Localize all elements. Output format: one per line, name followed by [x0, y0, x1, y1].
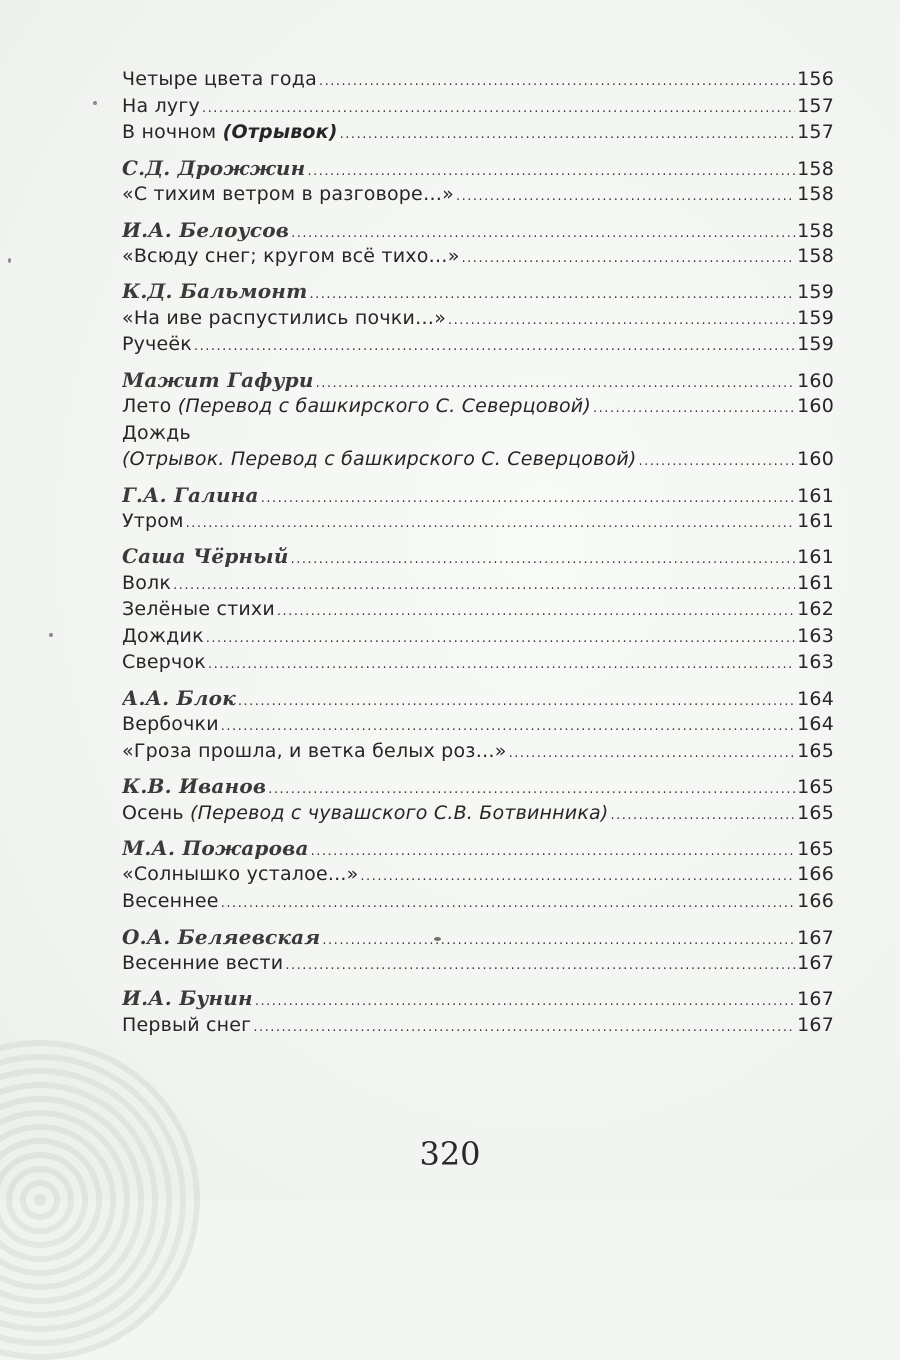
toc-entry-title-text: Утром [122, 509, 184, 532]
toc-entry-title-text: А.А. Блок [122, 686, 236, 711]
toc-work-entry [122, 1014, 834, 1041]
toc-work-entry [122, 598, 834, 625]
toc-work-entry [122, 802, 834, 829]
toc-entry-page: 160 [797, 369, 834, 392]
toc-entry-note: (Отрывок) [222, 121, 338, 144]
toc-entry-page: 161 [797, 571, 834, 594]
dot-leader [309, 287, 795, 302]
toc-entry-title-text: Саша Чёрный [122, 544, 289, 569]
toc-entry-page: 166 [797, 863, 834, 886]
toc-entry-page: 158 [797, 157, 834, 180]
toc-entry-title [122, 986, 253, 1010]
toc-entry-title [122, 890, 219, 912]
toc-entry-title [122, 279, 307, 303]
dot-leader [319, 74, 795, 89]
toc-entry-page: 157 [797, 121, 834, 144]
toc-entry-title [122, 625, 204, 647]
toc-entry-title-text: На лугу [122, 94, 200, 117]
toc-entry-title-text: «Солнышко усталое...» [122, 863, 359, 886]
toc-entry-title-text: «На иве распустились почки…» [122, 306, 447, 329]
dot-leader [307, 164, 795, 179]
toc-entry-title-text: М.А. Пожарова [122, 836, 309, 861]
toc-entry-page: 161 [797, 509, 834, 532]
toc-entry-page: 165 [797, 838, 834, 861]
toc-entry-title [122, 307, 446, 329]
toc-work-entry [122, 395, 834, 422]
toc-entry-page: 165 [797, 776, 834, 799]
toc-entry-title-text: (Отрывок. Перевод с башкирского С. Северцовой) [122, 448, 637, 471]
toc-entry-page: 159 [797, 281, 834, 304]
toc-entry-title [122, 68, 317, 90]
toc-entry-title-text: Четыре цвета года [122, 68, 317, 90]
toc-entry-title-text: Дождь [122, 421, 191, 444]
toc-entry-page: 167 [797, 926, 834, 949]
toc-author-entry [122, 917, 834, 952]
toc-entry-page: 160 [797, 448, 834, 471]
toc-work-entry [122, 651, 834, 678]
toc-entry-title-text: Вербочки [122, 713, 219, 736]
dot-leader [255, 994, 795, 1009]
toc-entry-page: 164 [797, 688, 834, 711]
dot-leader [268, 782, 795, 797]
toc-entry-title [122, 510, 184, 532]
dot-leader [221, 896, 795, 911]
dot-leader [291, 226, 795, 241]
toc-entry-title-text: «Всюду снег; кругом всё тихо…» [122, 244, 460, 267]
toc-entry-title [122, 156, 305, 180]
toc-author-entry [122, 360, 834, 395]
toc-author-entry [122, 766, 834, 801]
toc-work-entry [122, 307, 834, 334]
toc-author-entry [122, 210, 834, 245]
toc-entry-page: 165 [797, 801, 834, 824]
toc-entry-page: 162 [797, 598, 834, 621]
toc-work-entry [122, 333, 834, 360]
toc-entry-title [122, 218, 289, 242]
dot-leader [206, 631, 795, 646]
toc-entry-title-text: О.А. Беляевская [122, 924, 321, 949]
toc-entry-title-text: Весеннее [122, 889, 219, 912]
toc-work-entry [122, 713, 834, 740]
dot-leader [593, 401, 795, 416]
dot-leader [610, 808, 795, 823]
toc-entry-title-text: С.Д. Дрожжин [122, 155, 306, 180]
toc-entry-page: 167 [797, 1013, 834, 1036]
print-speck [93, 101, 97, 105]
dot-leader [253, 1020, 795, 1035]
print-speck [49, 633, 53, 637]
table-of-contents [122, 68, 834, 1040]
toc-work-entry [122, 183, 834, 210]
toc-work-entry [122, 863, 834, 890]
toc-entry-page: 161 [797, 546, 834, 569]
toc-entry-title-text: Волк [122, 571, 172, 594]
dot-leader [173, 578, 795, 593]
toc-entry-title [122, 422, 191, 444]
dot-leader [194, 339, 795, 354]
toc-entry-page: 160 [797, 394, 834, 417]
dot-leader [208, 657, 795, 672]
toc-work-entry [122, 422, 834, 449]
dot-leader [360, 869, 795, 884]
toc-entry-title [122, 395, 591, 417]
toc-entry-title [122, 572, 171, 594]
toc-entry-title-text: Весенние вести [122, 951, 284, 974]
dot-leader [639, 454, 796, 469]
toc-entry-title-text: Мажит Гафури [122, 367, 314, 392]
toc-entry-title [122, 686, 236, 710]
toc-author-entry [122, 271, 834, 306]
toc-entry-page: 166 [797, 889, 834, 912]
toc-entry-page: 158 [797, 244, 834, 267]
toc-entry-title [122, 544, 289, 568]
toc-entry-title-text: Лето [122, 394, 178, 417]
toc-entry-title-text: «Гроза прошла, и ветка белых роз…» [122, 739, 507, 762]
toc-entry-title [122, 598, 275, 620]
toc-entry-page: 163 [797, 651, 834, 674]
toc-entry-title-text: «С тихим ветром в разговоре…» [122, 182, 454, 205]
toc-work-entry [122, 890, 834, 917]
toc-entry-title-text: Ручеёк [122, 333, 192, 356]
toc-author-entry [122, 475, 834, 510]
toc-work-entry [122, 740, 834, 767]
toc-entry-title [122, 925, 320, 949]
toc-entry-title [122, 836, 309, 860]
toc-work-entry [122, 68, 834, 95]
toc-entry-page: 159 [797, 306, 834, 329]
toc-entry-page: 161 [797, 484, 834, 507]
toc-work-entry [122, 95, 834, 122]
toc-entry-title [122, 952, 283, 974]
dot-leader [291, 552, 796, 567]
dot-leader [202, 101, 795, 116]
toc-entry-page: 167 [797, 951, 834, 974]
toc-entry-title-text: Зелёные стихи [122, 598, 275, 621]
toc-entry-title [122, 651, 206, 673]
toc-entry-title [122, 740, 507, 762]
toc-entry-page: 158 [797, 219, 834, 242]
toc-author-entry [122, 828, 834, 863]
dot-leader [509, 746, 796, 761]
toc-entry-title-text: Осень [122, 801, 190, 824]
toc-entry-title [122, 121, 338, 143]
toc-entry-title [122, 245, 460, 267]
dot-leader [456, 189, 795, 204]
toc-entry-title [122, 863, 358, 885]
toc-entry-page: 156 [797, 68, 834, 90]
toc-entry-title [122, 95, 200, 117]
dot-leader [238, 694, 795, 709]
toc-entry-title-text: В ночном [122, 121, 223, 144]
page-number: 320 [419, 1135, 481, 1173]
toc-author-entry [122, 978, 834, 1013]
toc-work-entry [122, 121, 834, 148]
dot-leader [277, 604, 795, 619]
toc-entry-title-text: Первый снег [122, 1013, 252, 1036]
dot-leader [462, 251, 796, 266]
toc-work-entry-continued [122, 448, 834, 475]
toc-entry-page: 165 [797, 739, 834, 762]
toc-entry-page: 164 [797, 713, 834, 736]
toc-entry-note: (Перевод с башкирского С. Северцовой) [177, 394, 591, 417]
toc-entry-title [122, 483, 259, 507]
toc-entry-title-text: К.В. Иванов [122, 774, 267, 799]
toc-entry-title-text: Г.А. Галина [122, 482, 259, 507]
toc-entry-title-text: И.А. Бунин [122, 986, 253, 1011]
toc-entry-page: 157 [797, 94, 834, 117]
toc-work-entry [122, 625, 834, 652]
toc-author-entry [122, 536, 834, 571]
dot-leader [221, 719, 795, 734]
toc-entry-title [122, 368, 314, 392]
dot-leader [448, 313, 795, 328]
toc-work-entry [122, 952, 834, 979]
toc-entry-note: (Перевод с чувашского С.В. Ботвинника) [189, 801, 609, 824]
toc-entry-title-text: И.А. Белоусов [122, 217, 290, 242]
toc-entry-title [122, 802, 608, 824]
toc-entry-page: 158 [797, 182, 834, 205]
dot-leader [261, 491, 795, 506]
toc-entry-title-text: Дождик [122, 624, 204, 647]
dot-leader [316, 376, 796, 391]
dot-leader [285, 958, 795, 973]
toc-entry-page: 167 [797, 988, 834, 1011]
toc-entry-title-text: К.Д. Бальмонт [122, 279, 308, 304]
toc-entry-page: 163 [797, 624, 834, 647]
toc-entry-title [122, 713, 219, 735]
toc-work-entry [122, 245, 834, 272]
toc-entry-title-text: Сверчок [122, 651, 206, 674]
dot-leader [311, 844, 795, 859]
toc-entry-title [122, 774, 266, 798]
dot-leader [186, 516, 795, 531]
toc-author-entry [122, 678, 834, 713]
toc-entry-title [122, 183, 454, 205]
toc-entry-page: 159 [797, 333, 834, 356]
toc-entry-title [122, 1014, 251, 1036]
toc-author-entry [122, 148, 834, 183]
toc-entry-title [122, 448, 637, 470]
toc-entry-title [122, 333, 192, 355]
dot-leader [340, 127, 795, 142]
print-speck [8, 258, 11, 263]
dot-leader [322, 933, 795, 948]
toc-work-entry [122, 510, 834, 537]
toc-work-entry [122, 572, 834, 599]
